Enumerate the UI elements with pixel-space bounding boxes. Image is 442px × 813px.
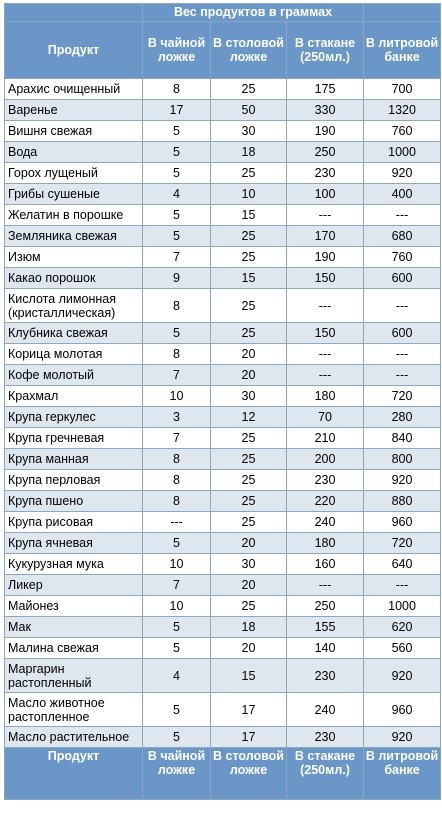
cell-table-spoon: 30 — [211, 121, 287, 142]
cell-table-spoon: 30 — [211, 386, 287, 407]
cell-glass: 180 — [287, 386, 364, 407]
header-blank-cell — [364, 4, 441, 22]
cell-product: Крахмал — [5, 386, 143, 407]
table-row — [5, 659, 441, 693]
cell-table-spoon: 15 — [211, 659, 287, 693]
cell-tea-spoon: 8 — [143, 470, 211, 491]
cell-table-spoon: 25 — [211, 512, 287, 533]
cell-glass: 330 — [287, 100, 364, 121]
table-row — [5, 693, 441, 727]
cell-jar: 400 — [364, 184, 441, 205]
cell-product: Крупа гречневая — [5, 428, 143, 449]
cell-product: Крупа перловая — [5, 470, 143, 491]
cell-table-spoon: 12 — [211, 407, 287, 428]
cell-jar: 760 — [364, 247, 441, 268]
column-header-table-spoon: В столовой ложке — [211, 22, 287, 79]
cell-tea-spoon: 5 — [143, 323, 211, 344]
header-blank-cell — [5, 4, 143, 22]
cell-tea-spoon: 7 — [143, 365, 211, 386]
cell-glass: 140 — [287, 638, 364, 659]
cell-jar: --- — [364, 575, 441, 596]
table-row — [5, 247, 441, 268]
cell-table-spoon: 18 — [211, 617, 287, 638]
table-row — [5, 184, 441, 205]
cell-glass: 160 — [287, 554, 364, 575]
table-row — [5, 727, 441, 748]
cell-jar: 920 — [364, 659, 441, 693]
cell-tea-spoon: 7 — [143, 575, 211, 596]
cell-jar: 280 — [364, 407, 441, 428]
cell-table-spoon: 25 — [211, 470, 287, 491]
cell-glass: 240 — [287, 693, 364, 727]
cell-tea-spoon: 5 — [143, 617, 211, 638]
cell-product: Масло животное растопленное — [5, 693, 143, 727]
cell-product: Какао порошок — [5, 268, 143, 289]
cell-jar: 920 — [364, 163, 441, 184]
cell-product: Варенье — [5, 100, 143, 121]
cell-jar: --- — [364, 365, 441, 386]
column-header-tea-spoon: В чайной ложке — [143, 22, 211, 79]
table-row — [5, 617, 441, 638]
cell-table-spoon: 25 — [211, 247, 287, 268]
cell-tea-spoon: 3 — [143, 407, 211, 428]
cell-table-spoon: 25 — [211, 226, 287, 247]
column-header-product: Продукт — [5, 22, 143, 79]
cell-tea-spoon: 4 — [143, 659, 211, 693]
table-footer-header-row — [5, 748, 441, 800]
cell-product: Крупа геркулес — [5, 407, 143, 428]
cell-glass: 170 — [287, 226, 364, 247]
cell-jar: 920 — [364, 727, 441, 748]
cell-tea-spoon: 10 — [143, 596, 211, 617]
cell-table-spoon: 25 — [211, 428, 287, 449]
cell-glass: --- — [287, 289, 364, 323]
cell-product: Корица молотая — [5, 344, 143, 365]
cell-product: Крупа манная — [5, 449, 143, 470]
cell-product: Крупа пшено — [5, 491, 143, 512]
table-row — [5, 268, 441, 289]
table-row — [5, 575, 441, 596]
cell-glass: 190 — [287, 121, 364, 142]
cell-table-spoon: 25 — [211, 596, 287, 617]
cell-glass: --- — [287, 205, 364, 226]
footer-column-header-tea-spoon: В чайной ложке — [143, 748, 211, 800]
cell-glass: 240 — [287, 512, 364, 533]
cell-jar: --- — [364, 205, 441, 226]
cell-jar: 1000 — [364, 596, 441, 617]
cell-jar: 840 — [364, 428, 441, 449]
footer-column-header-jar: В литровой банке — [364, 748, 441, 800]
cell-product: Вишня свежая — [5, 121, 143, 142]
cell-glass: 175 — [287, 79, 364, 100]
cell-tea-spoon: 10 — [143, 554, 211, 575]
cell-jar: 800 — [364, 449, 441, 470]
cell-jar: 720 — [364, 386, 441, 407]
cell-table-spoon: 25 — [211, 79, 287, 100]
cell-tea-spoon: 7 — [143, 247, 211, 268]
cell-product: Клубника свежая — [5, 323, 143, 344]
cell-glass: 100 — [287, 184, 364, 205]
cell-product: Грибы сушеные — [5, 184, 143, 205]
cell-jar: 700 — [364, 79, 441, 100]
header-group-title: Вес продуктов в граммах — [143, 4, 364, 22]
cell-tea-spoon: 9 — [143, 268, 211, 289]
cell-table-spoon: 30 — [211, 554, 287, 575]
cell-table-spoon: 20 — [211, 638, 287, 659]
cell-jar: --- — [364, 344, 441, 365]
cell-product: Изюм — [5, 247, 143, 268]
cell-tea-spoon: 4 — [143, 184, 211, 205]
cell-glass: 200 — [287, 449, 364, 470]
table-row — [5, 428, 441, 449]
cell-glass: --- — [287, 365, 364, 386]
table-row — [5, 470, 441, 491]
cell-table-spoon: 17 — [211, 693, 287, 727]
cell-glass: 250 — [287, 142, 364, 163]
cell-table-spoon: 20 — [211, 344, 287, 365]
cell-jar: 600 — [364, 268, 441, 289]
table-row — [5, 121, 441, 142]
cell-tea-spoon: 8 — [143, 79, 211, 100]
cell-product: Кислота лимонная (кристаллическая) — [5, 289, 143, 323]
column-header-jar: В литровой банке — [364, 22, 441, 79]
product-weight-table — [4, 3, 441, 800]
cell-tea-spoon: 8 — [143, 289, 211, 323]
cell-product: Горох лущеный — [5, 163, 143, 184]
cell-tea-spoon: 5 — [143, 205, 211, 226]
cell-tea-spoon: 5 — [143, 638, 211, 659]
cell-table-spoon: 20 — [211, 575, 287, 596]
cell-table-spoon: 25 — [211, 491, 287, 512]
table-row — [5, 554, 441, 575]
cell-glass: 155 — [287, 617, 364, 638]
table-row — [5, 533, 441, 554]
cell-jar: --- — [364, 289, 441, 323]
cell-table-spoon: 15 — [211, 268, 287, 289]
cell-table-spoon: 20 — [211, 533, 287, 554]
cell-jar: 1000 — [364, 142, 441, 163]
cell-jar: 680 — [364, 226, 441, 247]
cell-glass: 180 — [287, 533, 364, 554]
cell-jar: 640 — [364, 554, 441, 575]
table-row — [5, 491, 441, 512]
cell-glass: 150 — [287, 323, 364, 344]
cell-table-spoon: 17 — [211, 727, 287, 748]
cell-table-spoon: 15 — [211, 205, 287, 226]
cell-jar: 720 — [364, 533, 441, 554]
footer-column-header-glass: В стакане (250мл.) — [287, 748, 364, 800]
cell-glass: 230 — [287, 163, 364, 184]
cell-product: Арахис очищенный — [5, 79, 143, 100]
cell-jar: 960 — [364, 693, 441, 727]
table-row — [5, 142, 441, 163]
cell-glass: 230 — [287, 727, 364, 748]
cell-glass: --- — [287, 344, 364, 365]
cell-tea-spoon: 17 — [143, 100, 211, 121]
cell-tea-spoon: 8 — [143, 449, 211, 470]
cell-product: Желатин в порошке — [5, 205, 143, 226]
cell-table-spoon: 20 — [211, 365, 287, 386]
cell-glass: 250 — [287, 596, 364, 617]
cell-table-spoon: 25 — [211, 323, 287, 344]
footer-column-header-table-spoon: В столовой ложке — [211, 748, 287, 800]
cell-table-spoon: 18 — [211, 142, 287, 163]
cell-tea-spoon: 5 — [143, 226, 211, 247]
table-row — [5, 386, 441, 407]
cell-jar: 880 — [364, 491, 441, 512]
cell-product: Кофе молотый — [5, 365, 143, 386]
cell-tea-spoon: 5 — [143, 727, 211, 748]
table-row — [5, 205, 441, 226]
table-row — [5, 100, 441, 121]
cell-glass: 150 — [287, 268, 364, 289]
cell-table-spoon: 50 — [211, 100, 287, 121]
table-row — [5, 289, 441, 323]
cell-glass: 190 — [287, 247, 364, 268]
table-header-group-row — [5, 4, 441, 22]
cell-tea-spoon: 7 — [143, 428, 211, 449]
table-body — [5, 79, 441, 748]
cell-table-spoon: 25 — [211, 163, 287, 184]
cell-jar: 620 — [364, 617, 441, 638]
footer-column-header-product: Продукт — [5, 748, 143, 800]
cell-product: Вода — [5, 142, 143, 163]
table-row — [5, 638, 441, 659]
cell-product: Крупа рисовая — [5, 512, 143, 533]
table-row — [5, 596, 441, 617]
column-header-glass: В стакане (250мл.) — [287, 22, 364, 79]
table-row — [5, 512, 441, 533]
cell-jar: 760 — [364, 121, 441, 142]
cell-product: Маргарин растопленный — [5, 659, 143, 693]
cell-tea-spoon: 5 — [143, 121, 211, 142]
table-row — [5, 226, 441, 247]
table-row — [5, 365, 441, 386]
cell-table-spoon: 25 — [211, 289, 287, 323]
cell-product: Ликер — [5, 575, 143, 596]
cell-product: Мак — [5, 617, 143, 638]
table-row — [5, 163, 441, 184]
cell-glass: 230 — [287, 659, 364, 693]
cell-product: Кукурузная мука — [5, 554, 143, 575]
cell-tea-spoon: 5 — [143, 163, 211, 184]
table-row — [5, 407, 441, 428]
cell-product: Крупа ячневая — [5, 533, 143, 554]
cell-product: Майонез — [5, 596, 143, 617]
cell-tea-spoon: 5 — [143, 142, 211, 163]
table-row — [5, 79, 441, 100]
cell-tea-spoon: 5 — [143, 693, 211, 727]
cell-product: Масло растительное — [5, 727, 143, 748]
cell-jar: 960 — [364, 512, 441, 533]
table-row — [5, 323, 441, 344]
cell-jar: 560 — [364, 638, 441, 659]
cell-glass: --- — [287, 575, 364, 596]
cell-tea-spoon: 8 — [143, 491, 211, 512]
cell-jar: 600 — [364, 323, 441, 344]
table-row — [5, 344, 441, 365]
cell-glass: 210 — [287, 428, 364, 449]
cell-jar: 920 — [364, 470, 441, 491]
cell-tea-spoon: 5 — [143, 533, 211, 554]
cell-product: Малина свежая — [5, 638, 143, 659]
cell-glass: 70 — [287, 407, 364, 428]
cell-tea-spoon: 8 — [143, 344, 211, 365]
cell-jar: 1320 — [364, 100, 441, 121]
table-header-row — [5, 22, 441, 79]
cell-glass: 220 — [287, 491, 364, 512]
cell-glass: 230 — [287, 470, 364, 491]
cell-table-spoon: 25 — [211, 449, 287, 470]
cell-tea-spoon: --- — [143, 512, 211, 533]
cell-product: Земляника свежая — [5, 226, 143, 247]
cell-tea-spoon: 10 — [143, 386, 211, 407]
cell-table-spoon: 10 — [211, 184, 287, 205]
table-row — [5, 449, 441, 470]
